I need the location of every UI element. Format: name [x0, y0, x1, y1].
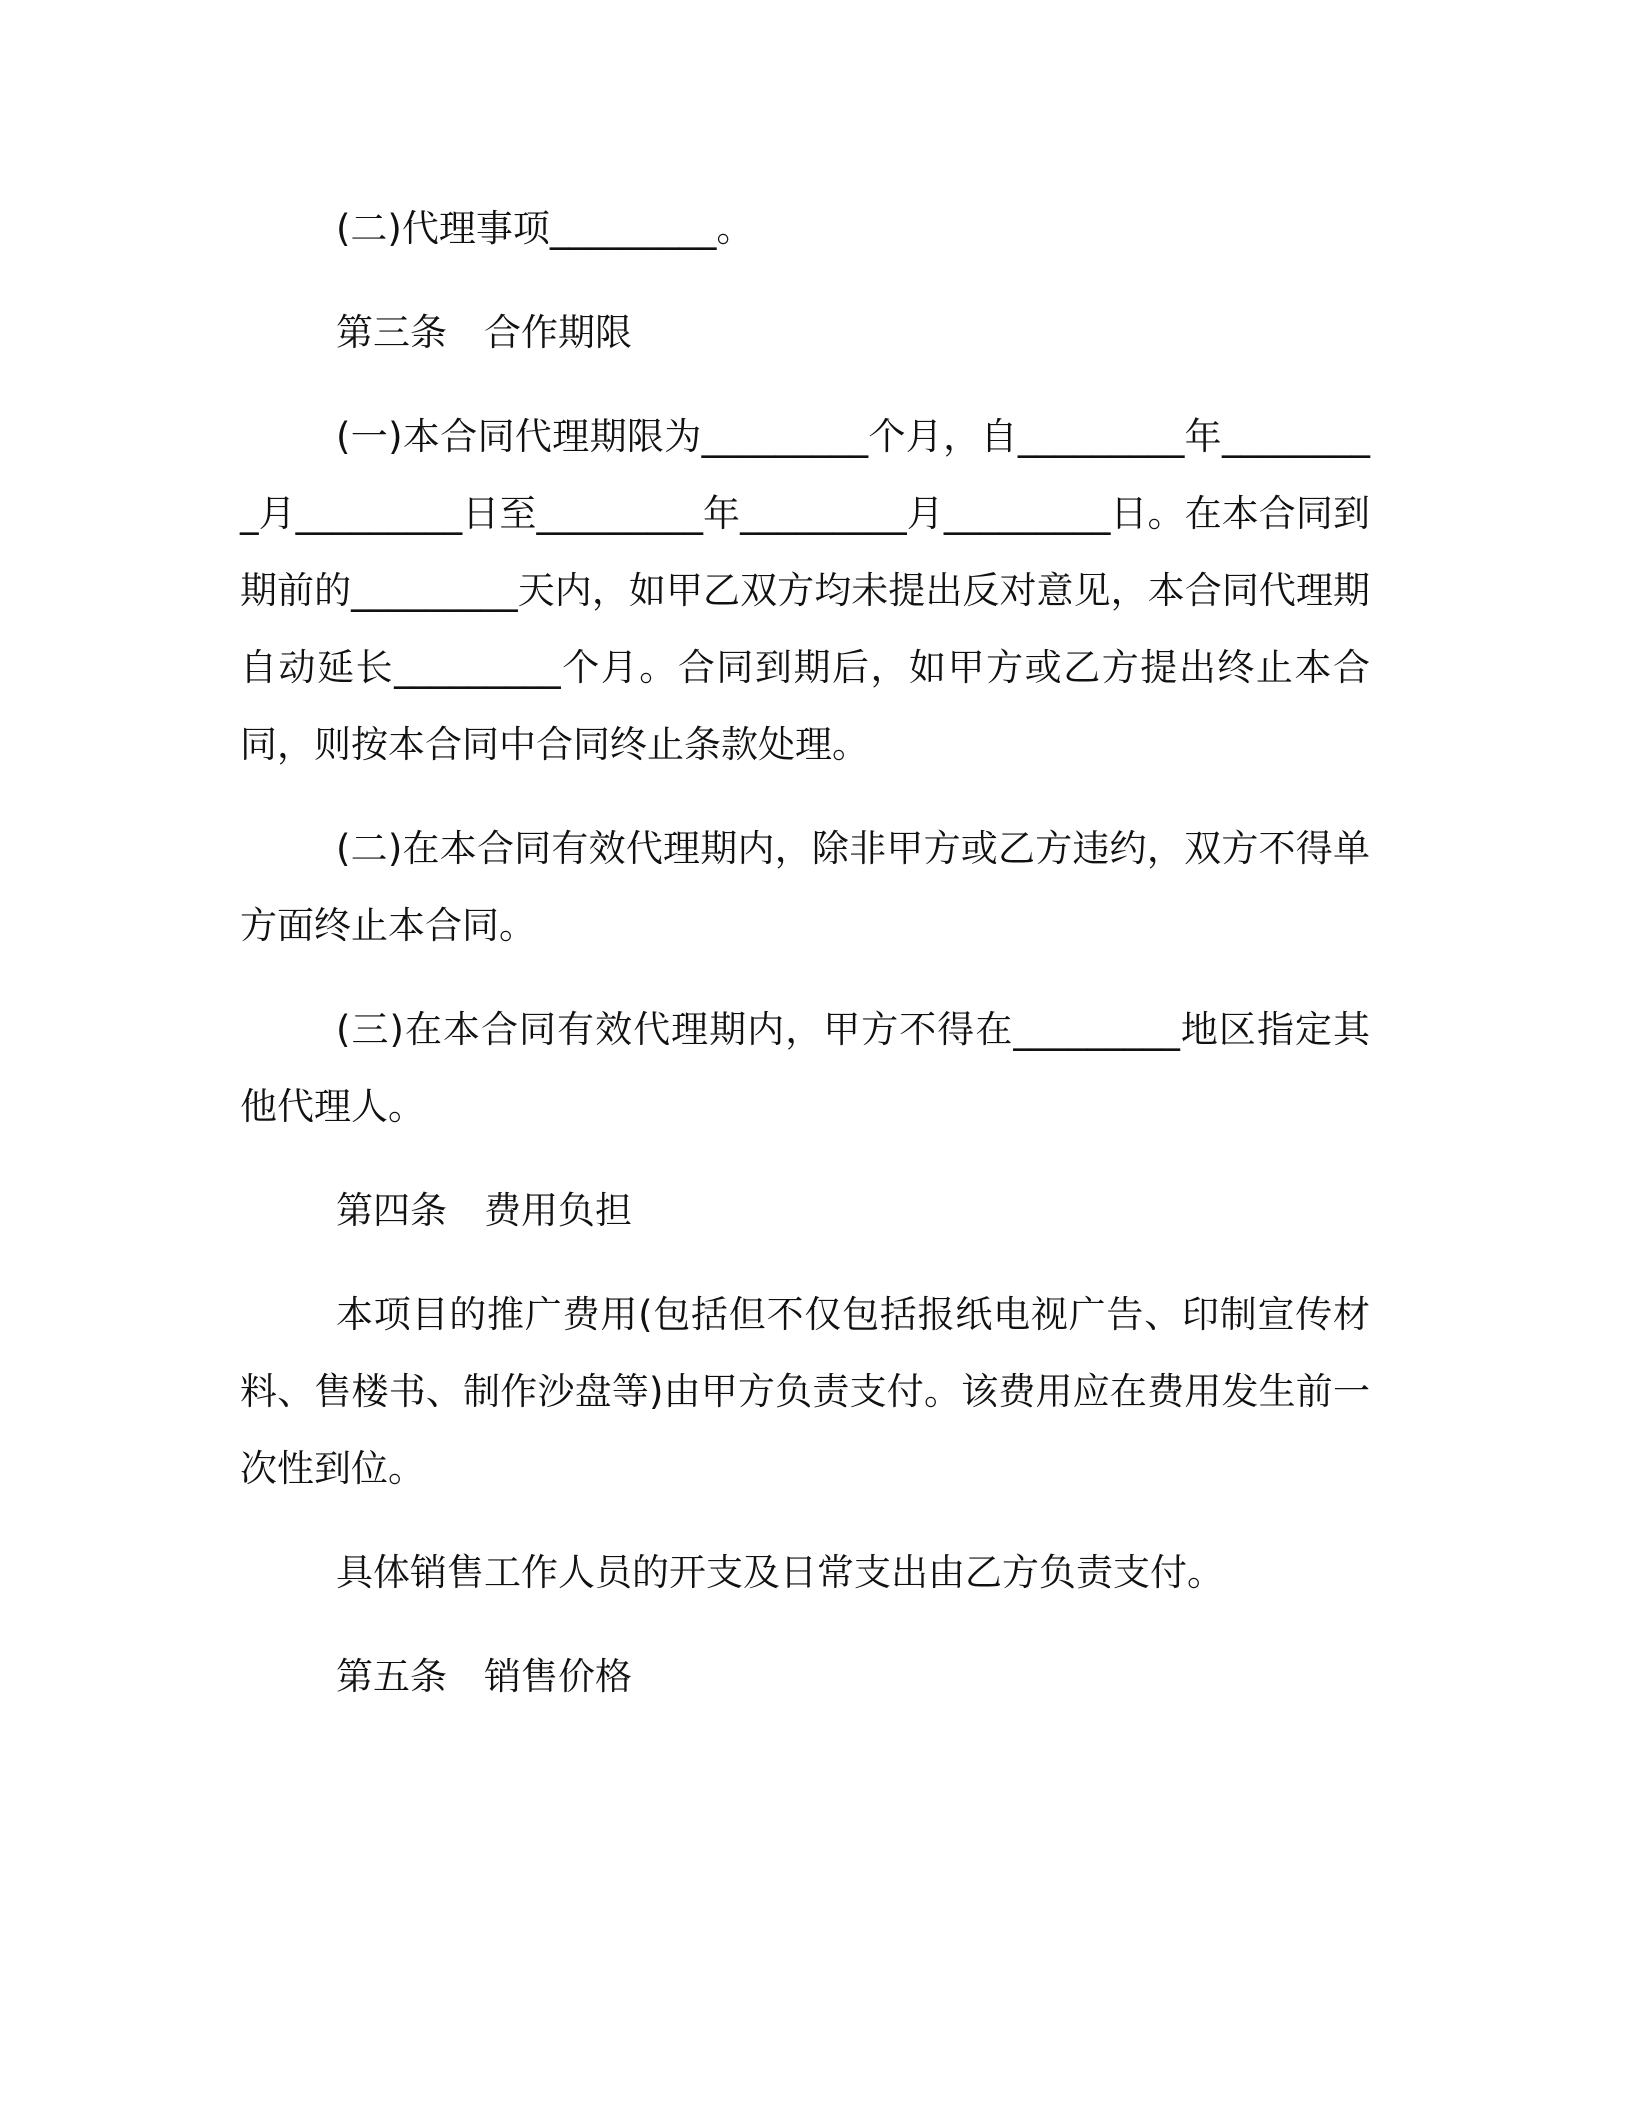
article-3-heading: 第三条 合作期限 — [336, 311, 632, 354]
clause-4-promotion-costs: 本项目的推广费用(包括但不仅包括报纸电视广告、印制宣传材料、售楼书、制作沙盘等)由甲方负责支付。该费用应在费用发生前一次性到位。 — [240, 1293, 1370, 1490]
clause-4-staff-costs: 具体销售工作人员的开支及日常支出由乙方负责支付。 — [336, 1551, 1224, 1594]
clause-3-3-exclusive-region: (三)在本合同有效代理期内，甲方不得在_________地区指定其他代理人。 — [240, 1008, 1370, 1128]
article-4-heading: 第四条 费用负担 — [336, 1189, 632, 1232]
document-body — [240, 190, 1370, 1742]
clause-3-2-no-termination: (二)在本合同有效代理期内，除非甲方或乙方违约，双方不得单方面终止本合同。 — [240, 827, 1370, 947]
article-5-heading: 第五条 销售价格 — [336, 1655, 632, 1698]
clause-2-2-agency-matters: (二)代理事项_________。 — [336, 207, 754, 250]
clause-3-1-term: (一)本合同代理期限为_________个月，自_________年_________月_________日至_________年_________月_________日。在本合同到期前的_________天内，如甲乙双方均未提出反对意见，本合同代理期自动延长_________个月。合同到期后，如甲方或乙方提出终止本合同，则按本合同中合同终止条款处理。 — [240, 415, 1370, 766]
